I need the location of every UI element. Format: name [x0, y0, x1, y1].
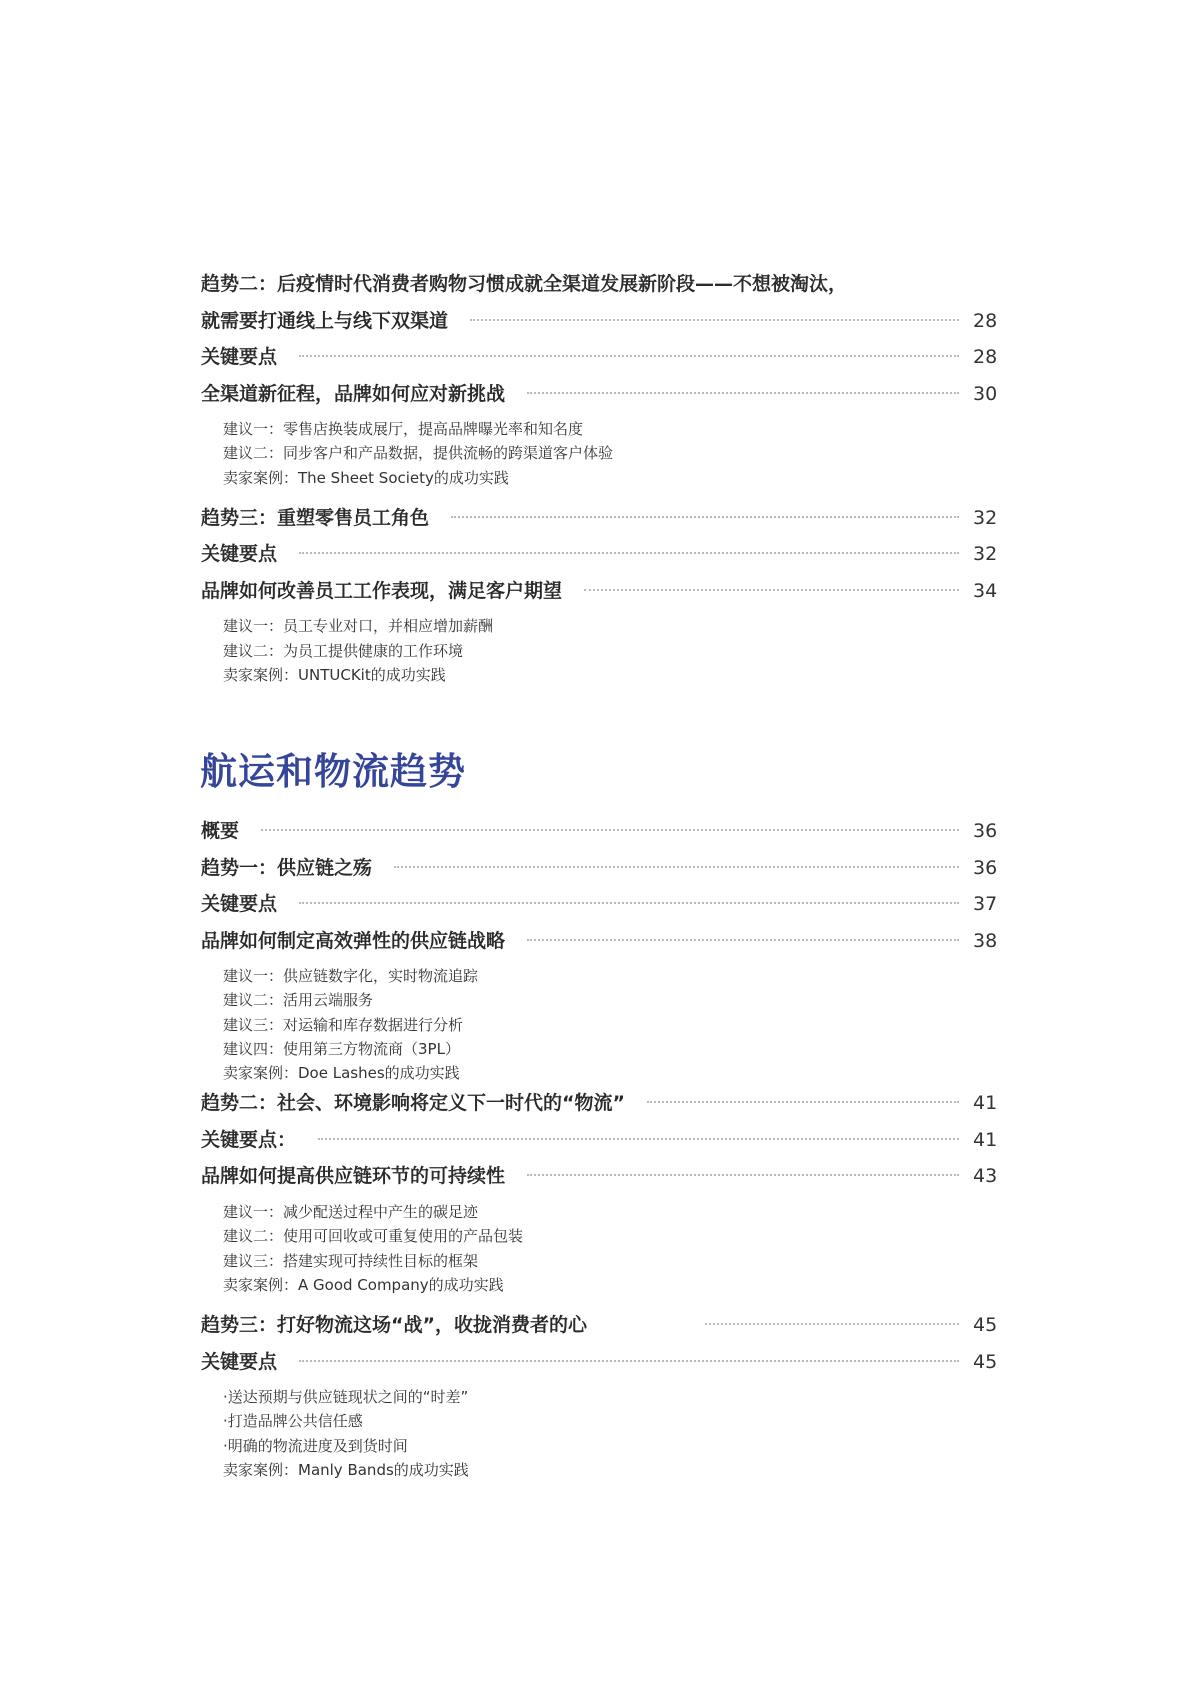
toc-entry-overview-page: 36 [973, 820, 998, 842]
toc-entry-logistics-key-points[interactable] [201, 886, 998, 923]
toc-entry-omnichannel-page: 30 [973, 382, 998, 405]
toc-entry-supply-chain[interactable] [201, 923, 998, 960]
toc-sub-item[interactable]: 卖家案例：Manly Bands的成功实践 [223, 1461, 469, 1480]
toc-sub-item[interactable]: ·送达预期与供应链现状之间的“时差” [223, 1388, 469, 1407]
dot-leader [299, 552, 959, 554]
toc-sub-item[interactable]: 建议三：对运输和库存数据进行分析 [223, 1015, 464, 1034]
toc-sub-item[interactable]: 建议一：零售店换装成展厅，提高品牌曝光率和知名度 [223, 420, 584, 438]
toc-sub-item[interactable]: 建议一：供应链数字化，实时物流追踪 [223, 967, 479, 985]
section-heading-logistics: 航运和物流趋势 [200, 750, 466, 793]
toc-entry-logistics-trend2-page: 41 [973, 1092, 998, 1115]
toc-entry-omnichannel-title: 全渠道新征程，品牌如何应对新挑战 [201, 382, 506, 405]
toc-sub-item[interactable]: 卖家案例：A Good Company的成功实践 [223, 1275, 504, 1294]
toc-entry-logistics-key-points-2[interactable] [201, 1122, 998, 1159]
toc-entry-logistics-key-points-3[interactable] [201, 1344, 998, 1381]
toc-entry-trend2-page: 28 [973, 309, 998, 332]
toc-entry-trend2-title: 就需要打通线上与线下双渠道 [201, 309, 449, 332]
dot-leader [527, 392, 959, 394]
toc-entry-sustainability-page: 43 [973, 1165, 998, 1188]
toc-entry-overview-title: 概要 [201, 820, 240, 842]
toc-entry-logistics-trend2[interactable] [201, 1085, 998, 1122]
toc-entry-logistics-key-points-page: 37 [973, 893, 998, 915]
toc-sub-list-supply-chain [201, 964, 995, 1085]
dot-leader [647, 1101, 959, 1103]
toc-entry-sustainability[interactable] [201, 1158, 998, 1195]
toc-entry-key-points-2-title: 关键要点 [201, 543, 278, 566]
toc-entry-staff[interactable] [201, 573, 998, 610]
toc-entry-logistics-trend3[interactable] [201, 1307, 998, 1344]
toc-entry-trend3-page: 32 [973, 506, 998, 529]
toc-sub-item[interactable]: 建议一：员工专业对口，并相应增加薪酬 [223, 617, 494, 636]
toc-entry-logistics-key-points-2-page: 41 [973, 1128, 998, 1151]
toc-entry-supply-chain-title: 品牌如何制定高效弹性的供应链战略 [201, 929, 506, 952]
toc-entry-key-points-2[interactable] [201, 536, 998, 573]
toc-sub-item[interactable]: 卖家案例：The Sheet Society的成功实践 [223, 468, 509, 487]
toc-sub-item[interactable]: ·打造品牌公共信任感 [223, 1412, 363, 1431]
toc-entry-supply-chain-page: 38 [973, 929, 998, 952]
toc-entry-logistics-trend3-page: 45 [973, 1314, 998, 1337]
toc-entry-logistics-trend2-title: 趋势二：社会、环境影响将定义下一时代的“物流” [201, 1092, 625, 1115]
toc-entry-trend2[interactable] [201, 303, 998, 340]
toc-sub-list-trend3 [201, 1385, 995, 1482]
toc-sub-list-omnichannel [201, 417, 995, 490]
toc-entry-key-points[interactable] [201, 339, 998, 376]
toc-sub-item[interactable]: 卖家案例：Doe Lashes的成功实践 [223, 1064, 460, 1083]
toc-entry-staff-title: 品牌如何改善员工工作表现，满足客户期望 [201, 579, 563, 602]
dot-leader [584, 589, 959, 591]
toc-entry-logistics-key-points-3-page: 45 [973, 1350, 998, 1373]
toc-entry-key-points-page: 28 [973, 346, 998, 368]
toc-entry-logistics-trend1[interactable] [201, 850, 998, 887]
toc-entry-logistics-key-points-3-title: 关键要点 [201, 1350, 278, 1373]
dot-leader [470, 319, 959, 321]
toc-sub-item[interactable]: 卖家案例：UNTUCKit的成功实践 [223, 665, 446, 684]
dot-leader [299, 355, 959, 357]
toc-entry-logistics-key-points-title: 关键要点 [201, 893, 278, 915]
toc-entry-trend3-title: 趋势三：重塑零售员工角色 [201, 506, 430, 529]
toc-sub-item[interactable]: 建议二：使用可回收或可重复使用的产品包装 [223, 1227, 524, 1246]
dot-leader [299, 1360, 959, 1362]
toc-entry-omnichannel[interactable] [201, 376, 998, 413]
dot-leader [318, 1138, 959, 1140]
toc-sub-item[interactable]: ·明确的物流进度及到货时间 [223, 1436, 408, 1455]
toc-sub-item[interactable]: 建议二：为员工提供健康的工作环境 [223, 641, 464, 660]
dot-leader [705, 1323, 959, 1325]
dot-leader [451, 516, 959, 518]
toc-entry-key-points-2-page: 32 [973, 543, 998, 566]
toc-sub-item[interactable]: 建议二：同步客户和产品数据，提供流畅的跨渠道客户体验 [223, 444, 614, 463]
toc-entry-staff-page: 34 [973, 579, 998, 602]
toc-sub-list-staff [201, 614, 995, 687]
toc-group-logistics [201, 813, 998, 1482]
toc-entry-logistics-trend1-page: 36 [973, 856, 998, 879]
toc-sub-item[interactable]: 建议三：搭建实现可持续性目标的框架 [223, 1251, 479, 1270]
toc-entry-logistics-trend1-title: 趋势一：供应链之殇 [201, 856, 373, 879]
dot-leader [527, 939, 959, 941]
toc-sub-item[interactable]: 建议二：活用云端服务 [223, 991, 374, 1010]
toc-entry-logistics-key-points-2-title: 关键要点： [201, 1128, 297, 1151]
toc-entry-trend2-line1: 趋势二：后疫情时代消费者购物习惯成就全渠道发展新阶段——不想被淘汰， [201, 273, 848, 295]
toc-entry-overview[interactable] [201, 813, 998, 850]
dot-leader [527, 1174, 959, 1176]
toc-sub-item[interactable]: 建议四：使用第三方物流商（3PL） [223, 1039, 460, 1058]
toc-group-retail [201, 266, 998, 687]
dot-leader [261, 829, 959, 831]
toc-entry-key-points-title: 关键要点 [201, 346, 278, 368]
toc-sub-item[interactable]: 建议一：减少配送过程中产生的碳足迹 [223, 1202, 479, 1221]
dot-leader [394, 866, 959, 868]
toc-sub-list-sustainability [201, 1200, 995, 1297]
dot-leader [299, 902, 959, 904]
toc-entry-sustainability-title: 品牌如何提高供应链环节的可持续性 [201, 1165, 506, 1188]
toc-entry-trend3[interactable] [201, 500, 998, 537]
toc-entry-logistics-trend3-title: 趋势三：打好物流这场“战”，收拢消费者的心 [201, 1314, 587, 1337]
